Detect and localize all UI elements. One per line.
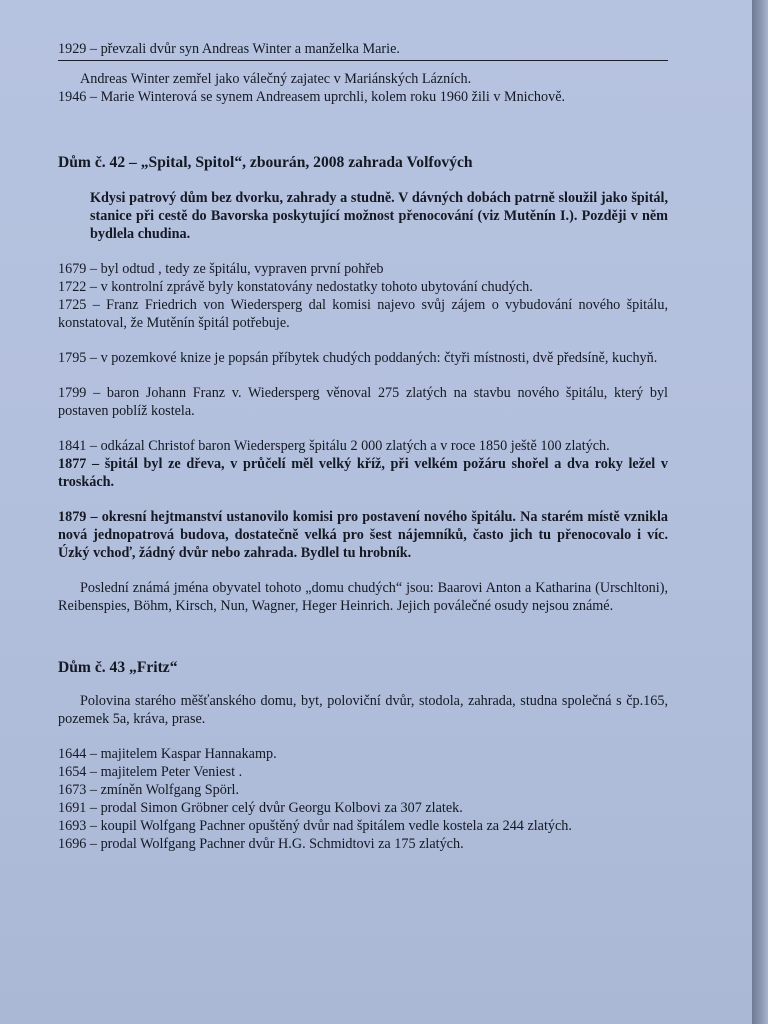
page-content <box>58 40 668 853</box>
history-entry-bold: 1879 – okresní hejtmanství ustanovilo komisi pro postavení nového špitálu. Na starém místě vznikla nová jednopatrová budova, dostatečně velká pro šest nájemníků, často jich tu přenocovalo i víc. Úzký vchoď, žádný dvůr nebo zahrada. Bydlel tu hrobník. <box>58 509 668 561</box>
spacer <box>58 420 668 437</box>
page-edge <box>752 0 768 1024</box>
history-entry: 1722 – v kontrolní zprávě byly konstatovány nedostatky tohoto ubytování chudých. <box>58 279 533 295</box>
spacer <box>58 106 668 154</box>
spacer <box>58 728 668 745</box>
history-entry: 1799 – baron Johann Franz v. Wiedersperg věnoval 275 zlatých na stavbu nového špitálu, který byl postaven poblíž kostela. <box>58 385 668 419</box>
ownership-entry: 1693 – koupil Wolfgang Pachner opuštěný dvůr nad špitálem vedle kostela za 244 zlatých. <box>58 818 572 834</box>
intro-line: Andreas Winter zemřel jako válečný zajatec v Mariánských Lázních. <box>80 71 472 87</box>
history-entry: 1795 – v pozemkové knize je popsán příbytek chudých poddaných: čtyři místnosti, dvě předsíně, kuchyň. <box>58 350 658 366</box>
intro-line: 1946 – Marie Winterová se synem Andreasem uprchli, kolem roku 1960 žili v Mnichově. <box>58 89 566 105</box>
ownership-entry: 1673 – zmíněn Wolfgang Spörl. <box>58 782 240 798</box>
history-entry-bold: 1877 – špitál byl ze dřeva, v průčelí měl velký kříž, při velkém požáru shořel a dva roky ležel v troskách. <box>58 456 668 490</box>
spacer <box>58 332 668 349</box>
ownership-entry: 1691 – prodal Simon Gröbner celý dvůr Georgu Kolbovi za 307 zlatek. <box>58 800 463 816</box>
spacer <box>58 243 668 260</box>
section-43-description: Polovina starého měšťanského domu, byt, poloviční dvůr, stodola, zahrada, studna společná s čp.165, pozemek 5a, kráva, prase. <box>58 693 668 727</box>
section-heading-42: Dům č. 42 – „Spital, Spitol“, zbourán, 2008 zahrada Volfových <box>58 154 473 171</box>
spacer <box>58 172 668 189</box>
spacer <box>58 615 668 659</box>
section-42-summary: Kdysi patrový dům bez dvorku, zahrady a studně. V dávných dobách patrně sloužil jako špitál, stanice při cestě do Bavorska poskytující možnost přenocování (viz Mutěnín I.). Později v něm bydlela chudina. <box>90 190 668 242</box>
page-header: 1929 – převzali dvůr syn Andreas Winter a manželka Marie. <box>58 40 668 61</box>
spacer <box>58 562 668 579</box>
section-heading-43: Dům č. 43 „Fritz“ <box>58 659 178 676</box>
ownership-entry: 1644 – majitelem Kaspar Hannakamp. <box>58 746 277 762</box>
spacer <box>58 677 668 692</box>
ownership-entry: 1696 – prodal Wolfgang Pachner dvůr H.G. Schmidtovi za 175 zlatých. <box>58 836 464 852</box>
history-entry: 1841 – odkázal Christof baron Wiedersperg špitálu 2 000 zlatých a v roce 1850 ještě 100 zlatých. <box>58 438 610 454</box>
section-42-closing: Poslední známá jména obyvatel tohoto „domu chudých“ jsou: Baarovi Anton a Katharina (Urschltoni), Reibenspies, Böhm, Kirsch, Nun, Wagner, Heger Heinrich. Jejich poválečné osudy nejsou známé. <box>58 580 668 614</box>
history-entry: 1679 – byl odtud , tedy ze špitálu, vypraven první pohřeb <box>58 261 384 277</box>
spacer <box>58 491 668 508</box>
history-entry: 1725 – Franz Friedrich von Wiedersperg dal komisi najevo svůj zájem o vybudování nového špitálu, konstatoval, že Mutěnín špitál potřebuje. <box>58 297 668 331</box>
spacer <box>58 367 668 384</box>
ownership-entry: 1654 – majitelem Peter Veniest . <box>58 764 243 780</box>
